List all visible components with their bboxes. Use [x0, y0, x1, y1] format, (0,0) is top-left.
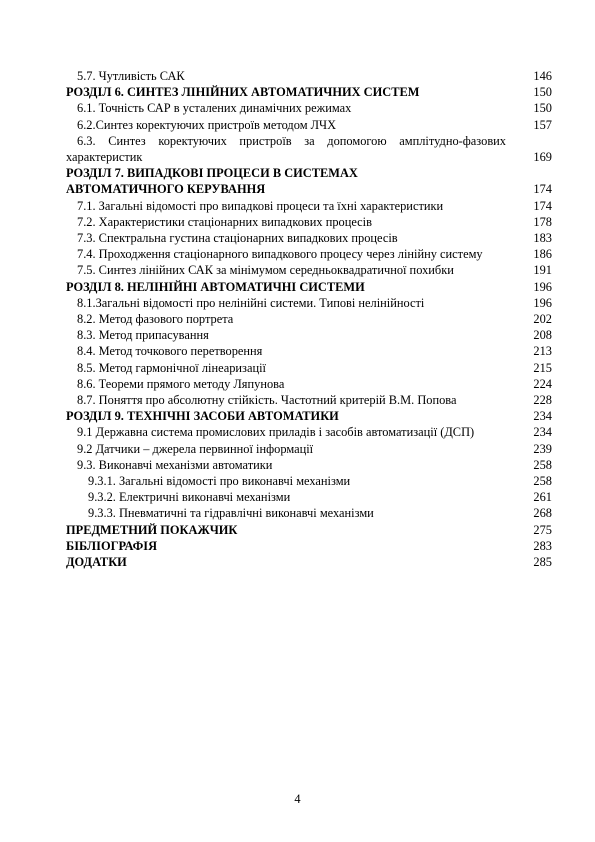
toc-section-heading — [66, 84, 552, 100]
toc-entry — [66, 133, 552, 165]
toc-entry-title: 9.3.2. Електричні виконавчі механізми — [88, 490, 291, 505]
toc-entry-page: 183 — [533, 231, 552, 246]
toc-entry — [66, 360, 552, 376]
toc-entry — [66, 424, 552, 440]
toc-entry — [66, 311, 552, 327]
toc-entry-page: 202 — [533, 312, 552, 327]
toc-entry-page: 150 — [533, 101, 552, 116]
toc-entry-title: РОЗДІЛ 8. НЕЛІНІЙНІ АВТОМАТИЧНІ СИСТЕМИ — [66, 279, 365, 294]
toc-section-heading — [66, 165, 552, 197]
toc-entry-page: 261 — [533, 490, 552, 505]
toc-entry — [66, 327, 552, 343]
toc-entry-title: 8.2. Метод фазового портрета — [77, 312, 234, 327]
toc-entry-title: 8.1.Загальні відомості про нелінійні системи. Типові нелінійності — [77, 295, 425, 310]
toc-entry — [66, 343, 552, 359]
toc-entry-page: 174 — [533, 198, 552, 213]
toc-entry-title: ПРЕДМЕТНИЙ ПОКАЖЧИК — [66, 522, 238, 537]
toc-entry-page: 258 — [533, 457, 552, 472]
toc-entry — [66, 295, 552, 311]
toc-section-heading — [66, 538, 552, 554]
toc-entry-title: 5.7. Чутливість САК — [77, 69, 185, 83]
toc-entry-title: 6.2.Синтез коректуючих пристроїв методом ЛЧХ — [77, 117, 337, 132]
toc-entry-page: 258 — [533, 474, 552, 489]
toc-entry — [66, 230, 552, 246]
toc-entry — [66, 457, 552, 473]
toc-entry-page: 234 — [533, 425, 552, 440]
toc-entry-page: 239 — [533, 441, 552, 456]
page-number: 4 — [294, 792, 301, 806]
toc-entry-page: 196 — [533, 295, 552, 310]
toc-entry — [66, 505, 552, 521]
toc-entry — [66, 489, 552, 505]
toc-entry-title: 6.3. Синтез коректуючих пристроїв за допомогою амплітудно-фазових характеристик — [66, 133, 506, 165]
toc-entry-title: 8.7. Поняття про абсолютну стійкість. Частотний критерій В.М. Попова — [77, 393, 457, 408]
toc-entry-page: 196 — [533, 279, 552, 294]
toc-entry-title: РОЗДІЛ 7. ВИПАДКОВІ ПРОЦЕСИ В СИСТЕМАХ АВТОМАТИЧНОГО КЕРУВАННЯ — [66, 166, 358, 197]
toc-entry-page: 213 — [533, 344, 552, 359]
toc-entry-page: 191 — [533, 263, 552, 278]
toc-entry — [66, 246, 552, 262]
toc-entry-title: 9.3.3. Пневматичні та гідравлічні виконавчі механізми — [88, 506, 374, 521]
toc-entry — [66, 376, 552, 392]
toc-entry-page: 275 — [533, 522, 552, 537]
toc-entry-page: 208 — [533, 328, 552, 343]
toc-entry-page: 215 — [533, 360, 552, 375]
toc-entry — [66, 392, 552, 408]
toc-entry — [66, 68, 552, 84]
toc-section-heading — [66, 408, 552, 424]
toc-entry-page: 268 — [533, 506, 552, 521]
toc-entry — [66, 117, 552, 133]
toc-entry-title: 9.3. Виконавчі механізми автоматики — [77, 457, 273, 472]
toc-section-heading — [66, 279, 552, 295]
toc-entry-title: 7.1. Загальні відомості про випадкові процеси та їхні характеристики — [77, 198, 444, 213]
toc-entry — [66, 100, 552, 116]
toc-entry-page: 146 — [533, 69, 552, 83]
toc-entry-title: 7.5. Синтез лінійних САК за мінімумом середньоквадратичної похибки — [77, 263, 454, 278]
toc-section-heading — [66, 522, 552, 538]
toc-entry-title: РОЗДІЛ 6. СИНТЕЗ ЛІНІЙНИХ АВТОМАТИЧНИХ СИСТЕМ — [66, 85, 420, 100]
toc-entry-title: 7.3. Спектральна густина стаціонарних випадкових процесів — [77, 231, 398, 246]
toc-entry-page: 178 — [533, 214, 552, 229]
toc-section-heading — [66, 554, 552, 570]
toc-entry-title: 7.2. Характеристики стаціонарних випадкових процесів — [77, 214, 372, 229]
toc-entry — [66, 214, 552, 230]
toc-entry — [66, 198, 552, 214]
toc-entry-title: 8.3. Метод припасування — [77, 328, 209, 343]
toc-entry — [66, 262, 552, 278]
toc-entry-page: 285 — [533, 555, 552, 570]
toc-entry-title: 7.4. Проходження стаціонарного випадкового процесу через лінійну систему — [77, 247, 483, 262]
toc-entry-page: 234 — [533, 409, 552, 424]
toc-entry-title: 8.6. Теореми прямого методу Ляпунова — [77, 376, 285, 391]
toc-entry-title: БІБЛІОГРАФІЯ — [66, 538, 158, 553]
toc-entry-page: 283 — [533, 538, 552, 553]
toc-entry-page: 150 — [533, 85, 552, 100]
toc-entry-title: 9.1 Державна система промислових приладів і засобів автоматизації (ДСП) — [77, 425, 475, 440]
toc-entry-title: ДОДАТКИ — [66, 555, 127, 570]
toc-entry-title: 8.5. Метод гармонічної лінеаризації — [77, 360, 266, 375]
toc-entry-page: 224 — [533, 376, 552, 391]
toc-entry — [66, 441, 552, 457]
toc-entry-page: 174 — [533, 182, 552, 197]
toc-entry-page: 186 — [533, 247, 552, 262]
toc-entry-title: 8.4. Метод точкового перетворення — [77, 344, 263, 359]
toc-entry-page: 169 — [533, 150, 552, 165]
toc-entry-title: 9.3.1. Загальні відомості про виконавчі механізми — [88, 474, 351, 489]
toc-entry-page: 228 — [533, 393, 552, 408]
table-of-contents — [66, 68, 552, 570]
toc-entry — [66, 473, 552, 489]
toc-entry-title: РОЗДІЛ 9. ТЕХНІЧНІ ЗАСОБИ АВТОМАТИКИ — [66, 409, 339, 424]
toc-entry-page: 157 — [533, 117, 552, 132]
toc-entry-title: 6.1. Точність САР в усталених динамічних режимах — [77, 101, 352, 116]
toc-entry-title: 9.2 Датчики – джерела первинної інформації — [77, 441, 314, 456]
